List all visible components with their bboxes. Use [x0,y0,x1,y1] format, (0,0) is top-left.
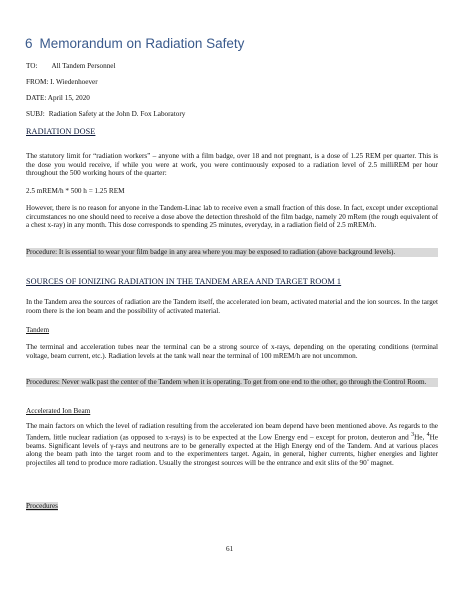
paragraph-tandem: The terminal and acceleration tubes near the terminal can be a strong source of x-rays, depending on the operating conditions (terminal voltage, beam current, etc.). Radiation levels at the tank wall near the terminal of 100 mREM/h are not uncommon. [26,343,438,360]
memo-from: FROM: I. Wiedenhoever [26,78,98,86]
dose-formula: 2.5 mREM/h * 500 h = 1.25 REM [26,187,125,195]
section-heading-sources: SOURCES OF IONIZING RADIATION IN THE TANDEM AREA AND TARGET ROOM 1 [26,277,342,286]
memo-to: TO: All Tandem Personnel [26,62,116,70]
section-number: 6 [25,36,33,51]
paragraph-dose-reason: However, there is no reason for anyone in the Tandem-Linac lab to receive even a small fraction of this dose. In fact, except under exceptional circumstances no one should need to receive a dose above the detection threshold of the film badge, namely 20 mRem (the rough equivalent of a chest x-ray) in any month. This dose corresponds to spending 25 minutes, everyday, in a radiation field of 2.5 mREM/h. [26,204,438,230]
section-title: Memorandum on Radiation Safety [39,36,245,51]
paragraph-sources-overview: In the Tandem area the sources of radiation are the Tandem itself, the accelerated ion beam, activated material and the ion sources. In the target room there is the ion beam and the possibility of activated material. [26,298,438,315]
procedure-tandem: Procedures: Never walk past the center of the Tandem when it is operating. To get from one end to the other, go through the Control Room. [26,378,438,387]
subheading-procedures: Procedures [26,502,58,510]
paragraph-ion-beam: The main factors on which the level of radiation resulting from the accelerated ion beam depend have been mentioned above. As regards to the Tandem, little nuclear radiation (as opposed to x-rays) is to be expected at the Low Energy end – except for proton, deuteron and $^3$He, $^4$He beams. Significant levels of γ-rays and neutrons are to be generally expected at the High Energy end of the Tandem. And at various places along the beam path into the target room and to the experimenters target. Again, in general, higher currents, higher energies and lighter projectiles all tend to produce more radiation. Usually the strongest sources will be the entrance and exit slits of the 90˚ magnet. [26,422,438,467]
page-title [25,36,245,51]
memo-date: DATE: April 15, 2020 [26,94,90,102]
helium3-superscript: 3 [411,431,415,438]
procedure-film-badge: Procedure: It is essential to wear your film badge in any area where you may be exposed to radiation (above background levels). [26,248,438,257]
paragraph-statutory-limit: The statutory limit for “radiation workers” – anyone with a film badge, over 18 and not pregnant, is a dose of 1.25 REM per quarter. This is the dose you would receive, if while you were at work, you were continuously exposed to a radiation level of 2.5 milliREM per hour throughout the 500 working hours of the quarter: [26,152,438,178]
memo-subject: SUBJ: Radiation Safety at the John D. Fox Laboratory [26,110,186,118]
subheading-ion-beam: Accelerated Ion Beam [26,407,91,415]
subheading-tandem: Tandem [26,326,50,334]
page-number: 61 [226,545,234,553]
section-heading-radiation-dose: RADIATION DOSE [26,127,96,136]
helium4-superscript: 4 [426,431,430,438]
